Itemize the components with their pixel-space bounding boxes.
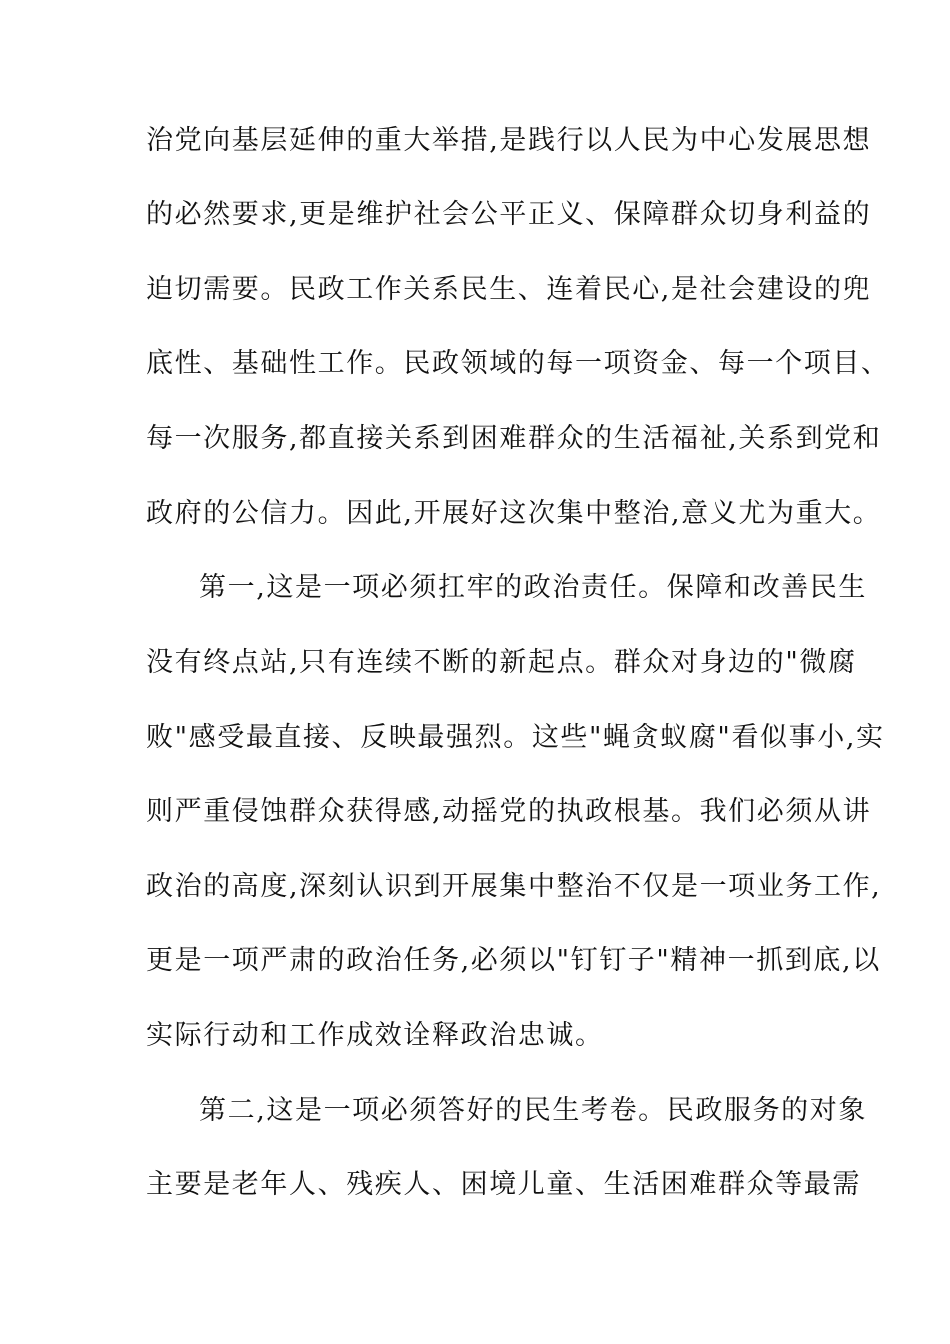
text-line: 底性、基础性工作。民政领域的每一项资金、每一个项目、 <box>146 348 890 379</box>
paragraph-first-line: 第一,这是一项必须扛牢的政治责任。保障和改善民生 <box>199 572 867 603</box>
text-line: 实际行动和工作成效诠释政治忠诚。 <box>146 1020 604 1051</box>
text-line: 的必然要求,更是维护社会公平正义、保障群众切身利益的 <box>146 199 872 230</box>
text-line: 政治的高度,深刻认识到开展集中整治不仅是一项业务工作, <box>146 871 882 902</box>
text-line: 则严重侵蚀群众获得感,动摇党的执政根基。我们必须从讲 <box>146 796 872 827</box>
text-line: 政府的公信力。因此,开展好这次集中整治,意义尤为重大。 <box>146 498 882 529</box>
text-line: 每一次服务,都直接关系到困难群众的生活福祉,关系到党和 <box>146 423 882 454</box>
text-line: 主要是老年人、残疾人、困境儿童、生活困难群众等最需 <box>146 1169 861 1200</box>
text-line: 更是一项严肃的政治任务,必须以"钉钉子"精神一抓到底,以 <box>146 945 881 976</box>
text-line: 迫切需要。民政工作关系民生、连着民心,是社会建设的兜 <box>146 274 872 305</box>
text-line: 败"感受最直接、反映最强烈。这些"蝇贪蚁腐"看似事小,实 <box>146 722 885 753</box>
text-line: 没有终点站,只有连续不断的新起点。群众对身边的"微腐 <box>146 647 857 678</box>
text-line: 治党向基层延伸的重大举措,是践行以人民为中心发展思想 <box>146 125 872 156</box>
paragraph-first-line: 第二,这是一项必须答好的民生考卷。民政服务的对象 <box>199 1095 867 1126</box>
